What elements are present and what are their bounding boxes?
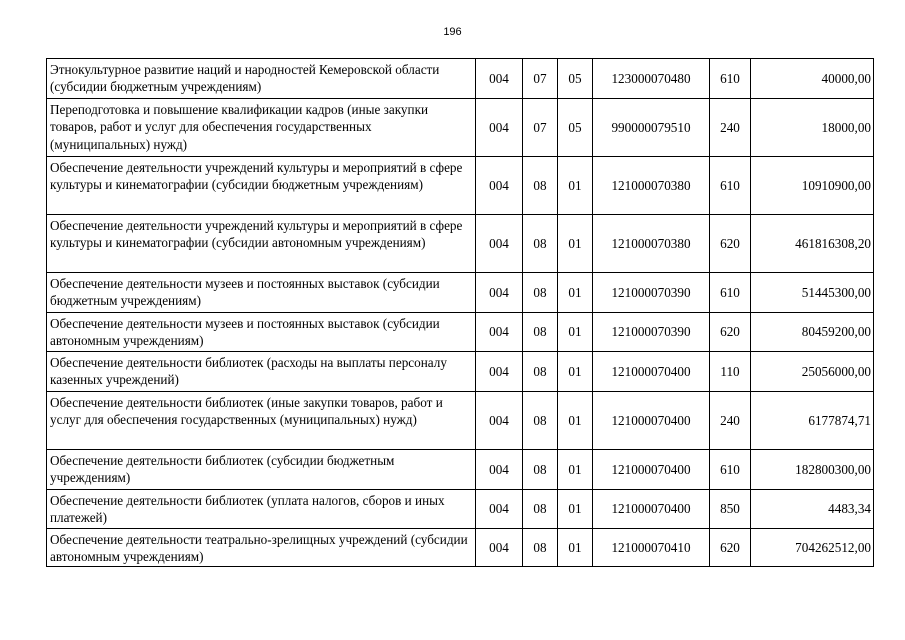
budget-table-body (47, 59, 874, 567)
row-name: Обеспечение деятельности учреждений культуры и мероприятий в сфере культуры и кинематографии (субсидии бюджетным учреждениям) (47, 157, 476, 215)
row-dept-code: 004 (476, 313, 523, 352)
row-subsection-code: 01 (558, 273, 593, 313)
row-subsection-code: 05 (558, 59, 593, 99)
row-dept-code: 004 (476, 351, 523, 391)
row-amount: 182800300,00 (751, 449, 874, 489)
row-expense-type: 620 (710, 313, 751, 352)
table-row (47, 449, 874, 489)
table-row (47, 391, 874, 449)
row-target-code: 121000070410 (593, 528, 710, 567)
row-expense-type: 620 (710, 215, 751, 273)
row-section-code: 07 (523, 99, 558, 157)
row-expense-type: 610 (710, 157, 751, 215)
budget-table (46, 58, 874, 567)
row-target-code: 121000070380 (593, 157, 710, 215)
row-name: Обеспечение деятельности библиотек (иные закупки товаров, работ и услуг для обеспечения государственных (муниципальных) нужд) (47, 391, 476, 449)
row-subsection-code: 05 (558, 99, 593, 157)
row-section-code: 08 (523, 351, 558, 391)
row-name: Обеспечение деятельности театрально-зрелищных учреждений (субсидии автономным учреждениям) (47, 528, 476, 567)
row-expense-type: 610 (710, 273, 751, 313)
row-subsection-code: 01 (558, 391, 593, 449)
row-section-code: 08 (523, 273, 558, 313)
row-name: Обеспечение деятельности библиотек (уплата налогов, сборов и иных платежей) (47, 489, 476, 528)
row-target-code: 123000070480 (593, 59, 710, 99)
row-amount: 18000,00 (751, 99, 874, 157)
table-row (47, 157, 874, 215)
row-target-code: 121000070380 (593, 215, 710, 273)
row-target-code: 121000070390 (593, 313, 710, 352)
row-subsection-code: 01 (558, 449, 593, 489)
row-section-code: 08 (523, 489, 558, 528)
row-target-code: 121000070400 (593, 351, 710, 391)
row-dept-code: 004 (476, 273, 523, 313)
row-dept-code: 004 (476, 528, 523, 567)
table-row (47, 351, 874, 391)
row-name: Обеспечение деятельности учреждений культуры и мероприятий в сфере культуры и кинематографии (субсидии автономным учреждениям) (47, 215, 476, 273)
row-expense-type: 850 (710, 489, 751, 528)
row-amount: 10910900,00 (751, 157, 874, 215)
row-amount: 80459200,00 (751, 313, 874, 352)
row-name: Обеспечение деятельности библиотек (субсидии бюджетным учреждениям) (47, 449, 476, 489)
row-name: Этнокультурное развитие наций и народностей Кемеровской области (субсидии бюджетным учреждениям) (47, 59, 476, 99)
row-dept-code: 004 (476, 449, 523, 489)
row-amount: 6177874,71 (751, 391, 874, 449)
row-dept-code: 004 (476, 215, 523, 273)
row-section-code: 08 (523, 215, 558, 273)
table-row (47, 313, 874, 352)
row-amount: 40000,00 (751, 59, 874, 99)
row-amount: 704262512,00 (751, 528, 874, 567)
row-target-code: 121000070400 (593, 391, 710, 449)
table-row (47, 273, 874, 313)
row-section-code: 08 (523, 528, 558, 567)
row-section-code: 08 (523, 449, 558, 489)
row-name: Обеспечение деятельности музеев и постоянных выставок (субсидии бюджетным учреждениям) (47, 273, 476, 313)
row-target-code: 121000070400 (593, 489, 710, 528)
row-section-code: 08 (523, 313, 558, 352)
row-expense-type: 620 (710, 528, 751, 567)
table-row (47, 215, 874, 273)
row-section-code: 07 (523, 59, 558, 99)
row-target-code: 121000070390 (593, 273, 710, 313)
row-subsection-code: 01 (558, 157, 593, 215)
row-expense-type: 240 (710, 391, 751, 449)
row-expense-type: 610 (710, 449, 751, 489)
row-dept-code: 004 (476, 489, 523, 528)
row-subsection-code: 01 (558, 313, 593, 352)
row-name: Переподготовка и повышение квалификации кадров (иные закупки товаров, работ и услуг для обеспечения государственных (муниципальных) нужд) (47, 99, 476, 157)
table-row (47, 489, 874, 528)
row-amount: 51445300,00 (751, 273, 874, 313)
row-target-code: 990000079510 (593, 99, 710, 157)
row-expense-type: 610 (710, 59, 751, 99)
row-name: Обеспечение деятельности музеев и постоянных выставок (субсидии автономным учреждениям) (47, 313, 476, 352)
row-subsection-code: 01 (558, 215, 593, 273)
row-dept-code: 004 (476, 99, 523, 157)
row-expense-type: 110 (710, 351, 751, 391)
row-dept-code: 004 (476, 391, 523, 449)
row-dept-code: 004 (476, 59, 523, 99)
row-section-code: 08 (523, 391, 558, 449)
row-section-code: 08 (523, 157, 558, 215)
page-number: 196 (443, 26, 462, 38)
row-expense-type: 240 (710, 99, 751, 157)
row-amount: 461816308,20 (751, 215, 874, 273)
table-row (47, 99, 874, 157)
row-dept-code: 004 (476, 157, 523, 215)
row-amount: 25056000,00 (751, 351, 874, 391)
row-subsection-code: 01 (558, 528, 593, 567)
row-subsection-code: 01 (558, 489, 593, 528)
table-row (47, 528, 874, 567)
table-row (47, 59, 874, 99)
row-amount: 4483,34 (751, 489, 874, 528)
row-target-code: 121000070400 (593, 449, 710, 489)
row-name: Обеспечение деятельности библиотек (расходы на выплаты персоналу казенных учреждений) (47, 351, 476, 391)
row-subsection-code: 01 (558, 351, 593, 391)
